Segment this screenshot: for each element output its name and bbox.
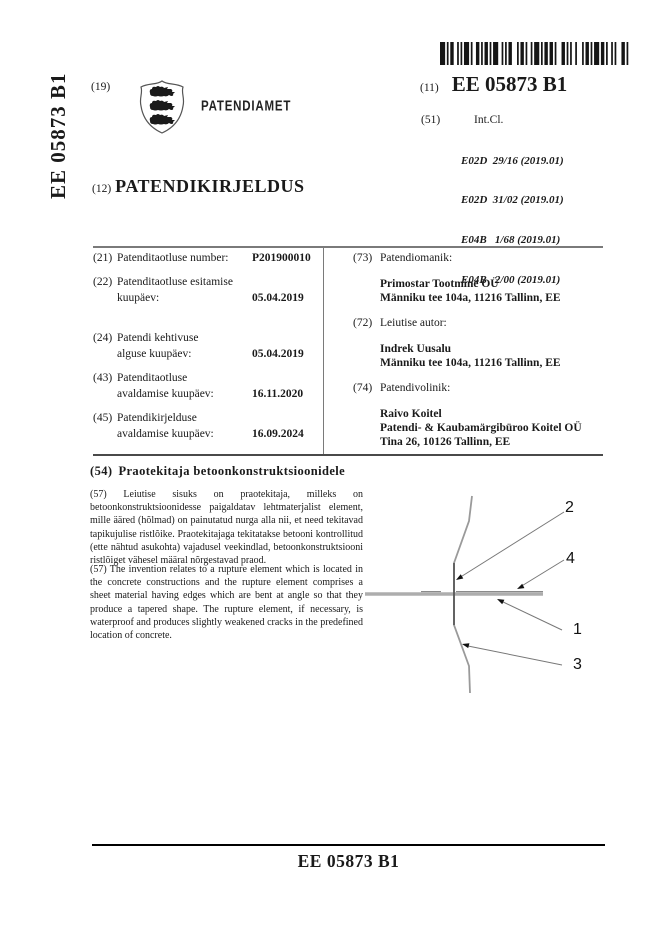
invention-title: Praotekitaja betoonkonstruktsioonidele — [118, 464, 346, 478]
inid-code-12: (12) — [92, 183, 112, 195]
figure-part-label-3: 3 — [573, 656, 582, 673]
inid-code-54: (54) — [90, 464, 113, 478]
barcode — [440, 42, 630, 65]
biblio-row-74 — [353, 381, 607, 449]
biblio-label: Leiutise autor: — [380, 317, 447, 329]
attorney-address: Tina 26, 10126 Tallinn, EE — [380, 436, 511, 448]
ipc-code: E02D 29/16 (2019.01) — [461, 154, 564, 167]
biblio-value: 05.04.2019 — [252, 291, 304, 304]
ipc-code: E04B 1/68 (2019.01) — [461, 234, 561, 247]
abstract-english: (57) The invention relates to a rupture element which is located in the concrete constructions and the rupture element comprises a sheet material having edges which are bent at angle so that they produce a tapered shape. The rupture element, if necessary, is waterproof and produces slightly weakened cracks in the predefined location of concrete. — [90, 564, 363, 642]
inid-code: (73) — [353, 252, 373, 264]
biblio-label: Patenditaotluse number: — [117, 252, 229, 264]
intcl-label: Int.Cl. — [474, 114, 504, 126]
biblio-label: Patendivolinik: — [380, 382, 451, 394]
biblio-value: 05.04.2019 — [252, 347, 304, 360]
table-bottom-rule — [93, 454, 603, 456]
biblio-label: alguse kuupäev: — [117, 347, 192, 360]
inid-code: (24) — [93, 332, 113, 344]
biblio-row-45 — [93, 411, 325, 442]
document-type-title — [92, 176, 305, 197]
inid-code: (43) — [93, 372, 113, 384]
patent-office-name: PATENDIAMET — [201, 99, 292, 114]
table-top-rule — [93, 246, 603, 248]
proprietor-address: Männiku tee 104a, 11216 Tallinn, EE — [380, 292, 561, 304]
inventor-name: Indrek Uusalu — [380, 343, 452, 355]
biblio-label: Patendiomanik: — [380, 252, 453, 264]
biblio-row-43 — [93, 371, 325, 402]
biblio-row-72 — [353, 316, 607, 370]
biblio-label: avaldamise kuupäev: — [117, 427, 214, 440]
side-publication-number: EE 05873 B1 — [46, 72, 70, 199]
footer-rule — [92, 844, 605, 846]
biblio-value: P201900010 — [252, 252, 311, 264]
biblio-row-73 — [353, 251, 607, 305]
attorney-firm: Patendi- & Kaubamärgibüroo Koitel OÜ — [380, 422, 582, 434]
proprietor-name: Primostar Tootmine OÜ — [380, 278, 499, 290]
inid-code-11: (11) — [420, 82, 439, 94]
biblio-label: Patendi kehtivuse — [117, 332, 199, 344]
publication-number-row — [420, 72, 567, 97]
inid-code: (74) — [353, 382, 373, 394]
doc-type-text: PATENDIKIRJELDUS — [115, 176, 305, 196]
biblio-row-21 — [93, 251, 325, 267]
inid-code-19: (19) — [91, 81, 111, 93]
inid-code: (72) — [353, 317, 373, 329]
biblio-label: avaldamise kuupäev: — [117, 387, 214, 400]
coat-of-arms-icon — [136, 78, 188, 136]
figure-part-label-1: 1 — [573, 621, 582, 638]
ipc-code: E04B 2/00 (2019.01) — [461, 274, 561, 287]
publication-number: EE 05873 B1 — [451, 72, 568, 96]
biblio-value: 16.09.2024 — [252, 427, 304, 440]
attorney-name: Raivo Koitel — [380, 408, 442, 420]
biblio-label: Patendikirjelduse — [117, 412, 197, 424]
ipc-code: E02D 31/02 (2019.01) — [461, 194, 564, 207]
biblio-row-22 — [93, 275, 325, 306]
abstract-estonian: (57) Leiutise sisuks on praotekitaja, milleks on betoonkonstruktsioonidesse paigaldatav lehtmaterjalist element, mille ääred (hõlmad) on painutatud nurga alla nii, et need tekitavad tapikujulise ristlõike. Praotekitajaga tekitatakse betooni kontrollitud (ette nähtud asukohta) vajadusel veekindlad, betoonkonstruktsiooni ristlõiget vähesel määral nõrgestavad praod. — [90, 489, 363, 567]
footer-publication-number: EE 05873 B1 — [297, 851, 400, 871]
biblio-label: Patenditaotluse esitamise — [117, 276, 233, 288]
figure-drawing — [365, 475, 650, 710]
biblio-value: 16.11.2020 — [252, 387, 304, 400]
inid-code: (22) — [93, 276, 113, 288]
figure-part-label-4: 4 — [566, 550, 575, 567]
invention-title-row — [90, 464, 345, 479]
biblio-label: kuupäev: — [117, 291, 160, 304]
inid-code: (21) — [93, 252, 113, 264]
inid-code-51: (51) — [421, 114, 441, 126]
inventor-address: Männiku tee 104a, 11216 Tallinn, EE — [380, 357, 561, 369]
inid-code: (45) — [93, 412, 113, 424]
biblio-row-24 — [93, 331, 325, 362]
figure-part-label-2: 2 — [565, 499, 574, 516]
biblio-label: Patenditaotluse — [117, 372, 188, 384]
